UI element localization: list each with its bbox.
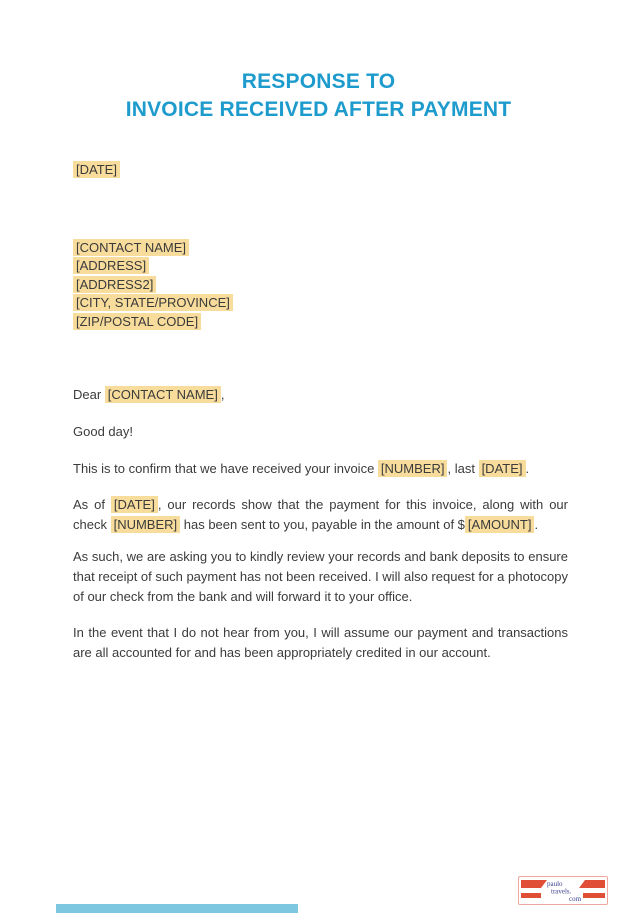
logo-text-paulo: paulo xyxy=(547,880,563,888)
logo-text-com: com xyxy=(569,895,582,903)
date-placeholder: [DATE] xyxy=(73,161,120,178)
paragraph-assumption: In the event that I do not hear from you, I will assume our payment and transactions are all accounted for and has been appropriately credited in our account. xyxy=(73,625,568,660)
footer-accent-bar xyxy=(56,904,298,913)
p1-text-1: This is to confirm that we have received your invoice xyxy=(73,461,378,476)
address-placeholder: [ADDRESS] xyxy=(73,257,149,274)
paulo-travels-logo xyxy=(518,876,608,905)
recipient-address2-line xyxy=(73,276,233,294)
amount-placeholder: [AMOUNT] xyxy=(465,516,535,533)
letter-title xyxy=(0,68,637,124)
logo-right-flag-shape xyxy=(579,880,605,888)
invoice-date-placeholder: [DATE] xyxy=(479,460,526,477)
p2-text-2: , our records show that the payment for this invoice, along with our check xyxy=(73,497,568,532)
title-line-2: INVOICE RECEIVED AFTER PAYMENT xyxy=(125,98,512,121)
salutation-suffix: , xyxy=(220,387,225,402)
title-line-1: RESPONSE TO xyxy=(241,70,396,93)
logo-text-travels: travels. xyxy=(551,887,572,896)
paragraph-review-request: As such, we are asking you to kindly review your records and bank deposits to ensure that receipt of such payment has not been received. I will also request for a photocopy of our check from the bank and will forward it to your office. xyxy=(73,549,569,604)
recipient-address-line xyxy=(73,257,233,275)
salutation-contact-name-placeholder: [CONTACT NAME] xyxy=(105,386,221,403)
records-date-placeholder: [DATE] xyxy=(111,496,158,513)
recipient-contact-name-line xyxy=(73,239,233,257)
salutation-line xyxy=(73,385,568,405)
p2-text-4: . xyxy=(534,517,539,532)
logo-left-flag-shape xyxy=(521,880,547,888)
logo-left-bar-shape xyxy=(521,893,541,898)
address2-placeholder: [ADDRESS2] xyxy=(73,276,156,293)
p2-text-3: has been sent to you, payable in the amount of $ xyxy=(180,517,465,532)
p2-text-1: As of xyxy=(73,497,111,512)
paulo-travels-logo-graphic xyxy=(519,877,607,904)
paragraph-payment-details xyxy=(73,495,568,535)
p1-text-3: . xyxy=(525,461,530,476)
date-line xyxy=(73,162,120,177)
salutation-prefix: Dear xyxy=(73,387,105,402)
invoice-number-placeholder: [NUMBER] xyxy=(378,460,448,477)
paragraph-confirmation xyxy=(73,459,568,479)
recipient-zip-line xyxy=(73,313,233,331)
recipient-city-line xyxy=(73,294,233,312)
greeting-line: Good day! xyxy=(73,424,133,439)
city-state-province-placeholder: [CITY, STATE/PROVINCE] xyxy=(73,294,233,311)
check-number-placeholder: [NUMBER] xyxy=(111,516,181,533)
logo-right-bar-shape xyxy=(583,893,605,898)
zip-postal-code-placeholder: [ZIP/POSTAL CODE] xyxy=(73,313,201,330)
recipient-address-block xyxy=(73,239,233,331)
contact-name-placeholder: [CONTACT NAME] xyxy=(73,239,189,256)
p1-text-2: , last xyxy=(447,461,479,476)
